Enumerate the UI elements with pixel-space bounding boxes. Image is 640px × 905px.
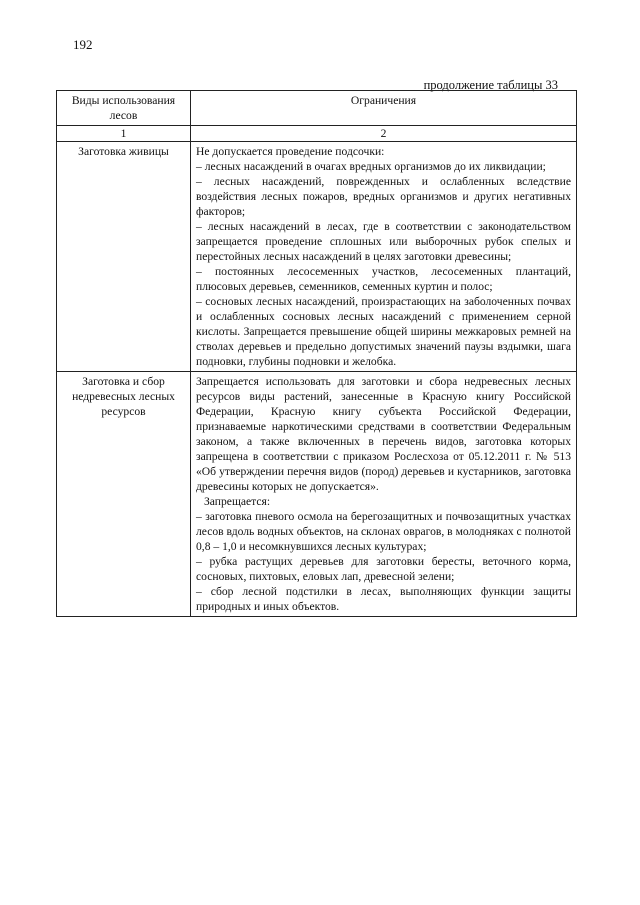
- restrictions-table: [56, 90, 577, 617]
- restriction-paragraph: Не допускается проведение подсочки:: [196, 145, 385, 158]
- header-forest-use: Виды использования лесов: [57, 91, 191, 126]
- column-number-2: 2: [191, 126, 577, 142]
- table-caption: продолжение таблицы 33: [423, 78, 558, 92]
- column-number-1: 1: [57, 126, 191, 142]
- restriction-paragraph: – постоянных лесосеменных участков, лесосеменных плантаций, плюсовых деревьев, семенников, семенных куртин и полос;: [196, 265, 571, 293]
- header-restrictions: Ограничения: [191, 91, 577, 126]
- restriction-paragraph: – сбор лесной подстилки в лесах, выполняющих функции защиты природных и иных объектов.: [196, 585, 571, 613]
- restriction-paragraph: Запрещается использовать для заготовки и сбора недревесных лесных ресурсов виды растений, занесенные в Красную книгу Российской Федерации, Красную книгу субъекта Российской Федерации, признаваемые наркотическими средствами в соответствии Федеральным законом, а также включенных в перечень видов, заготовка которых запрещена в соответствии с приказом Рослесхоза от 05.12.2011 г. № 513 «Об утверждении перечня видов (пород) деревьев и кустарников, заготовка древесины которых не допускается».: [196, 375, 571, 493]
- restrictions-cell: [191, 142, 577, 372]
- table-row: [57, 372, 577, 617]
- page-number: 192: [73, 37, 93, 52]
- restriction-paragraph: – заготовка пневого осмола на берегозащитных и почвозащитных участках лесов вдоль водных объектов, на склонах оврагов, в молодняках с полнотой 0,8 – 1,0 и несомкнувшихся лесных культурах;: [196, 510, 571, 553]
- table-row: [57, 142, 577, 372]
- forest-use-cell: Заготовка и сбор недревесных лесных ресурсов: [57, 372, 191, 617]
- restrictions-cell: [191, 372, 577, 617]
- restriction-paragraph: – лесных насаждений, поврежденных и ослабленных вследствие воздействия лесных пожаров, вредных организмов и других негативных факторов;: [196, 175, 571, 218]
- restriction-paragraph: Запрещается:: [204, 495, 271, 508]
- column-number-row: [57, 126, 577, 142]
- restriction-paragraph: – сосновых лесных насаждений, произрастающих на заболоченных почвах и ослабленных сосновых лесных насаждений с применением серной кислоты. Запрещается превышение общей ширины межкаровых ремней на стволах деревьев и предельно допустимых значений паузы вздымки, шага подновки, глубины подновки и желобка.: [196, 295, 571, 368]
- forest-use-cell: Заготовка живицы: [57, 142, 191, 372]
- restriction-paragraph: – лесных насаждений в очагах вредных организмов до их ликвидации;: [196, 160, 546, 173]
- table-header-row: [57, 91, 577, 126]
- restriction-paragraph: – лесных насаждений в лесах, где в соответствии с законодательством запрещается проведение сплошных или выборочных рубок спелых и перестойных лесных насаждений в целях заготовки древесины;: [196, 220, 571, 263]
- restriction-paragraph: – рубка растущих деревьев для заготовки бересты, веточного корма, сосновых, пихтовых, еловых лап, древесной зелени;: [196, 555, 571, 583]
